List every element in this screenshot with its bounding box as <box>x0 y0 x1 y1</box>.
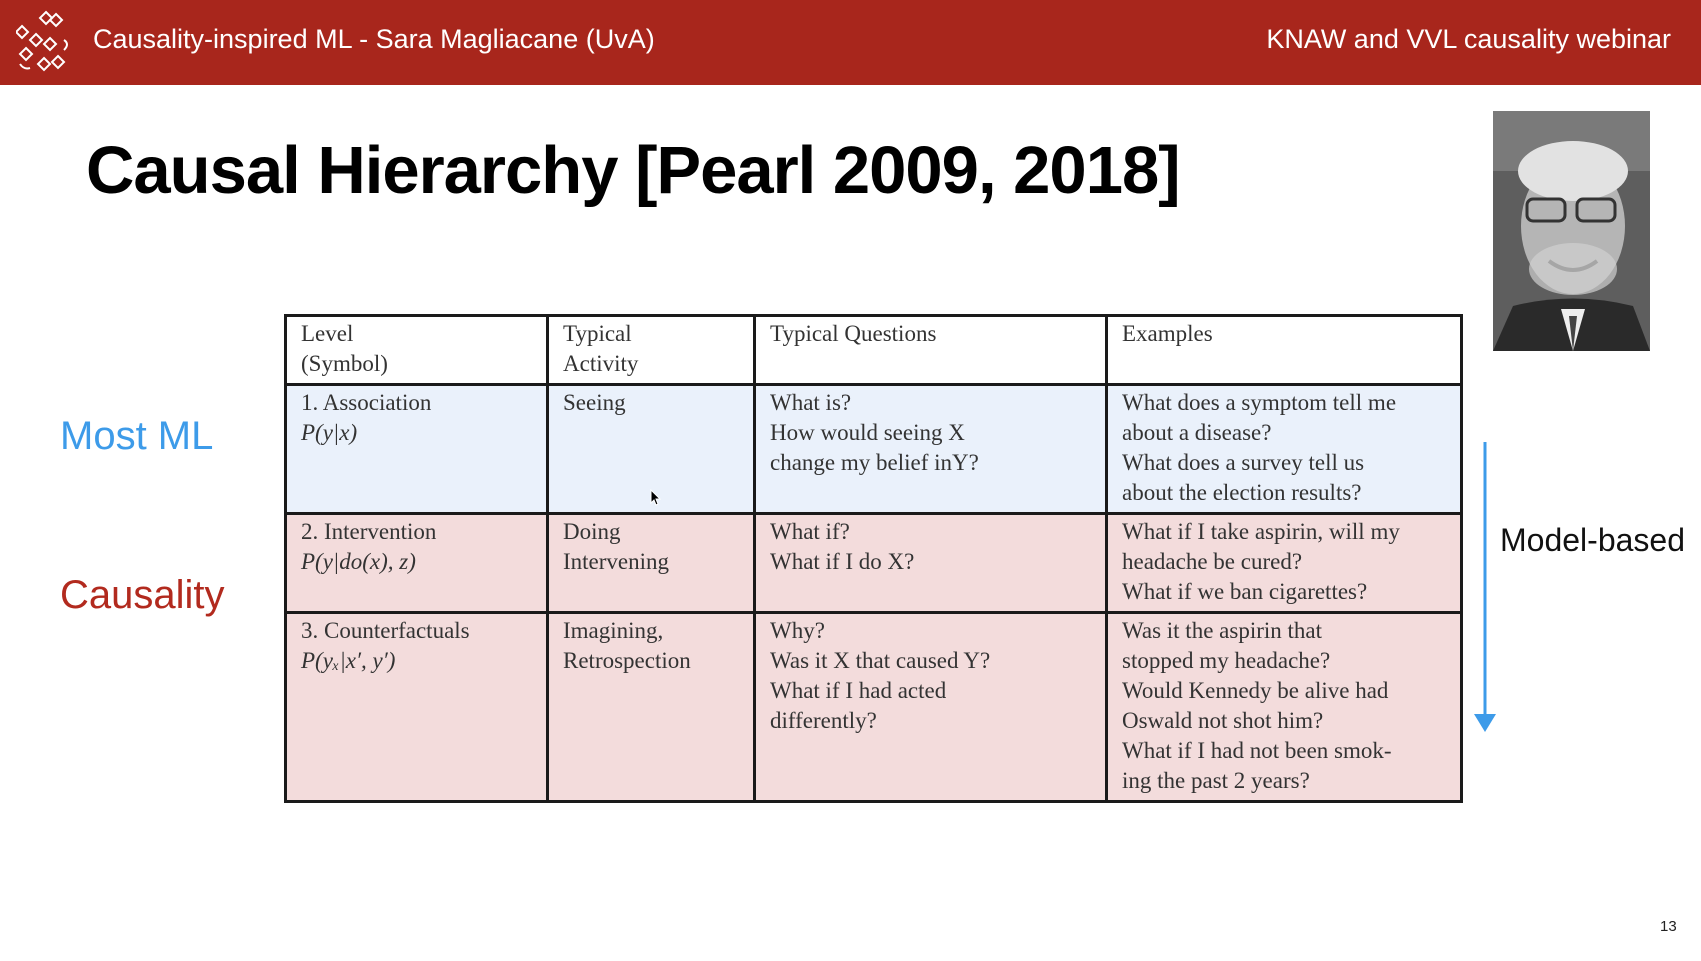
cell-questions: What is? How would seeing X change my belief inY? <box>755 385 1107 514</box>
header-activity: Typical Activity <box>548 316 755 385</box>
cell-examples: Was it the aspirin that stopped my headache? Would Kennedy be alive had Oswald not shot him? What if I had not been smok- ing the past 2 years? <box>1107 613 1462 802</box>
page-number: 13 <box>1660 918 1677 935</box>
slide-title: Causal Hierarchy [Pearl 2009, 2018] <box>86 133 1180 208</box>
table-row-counterfactuals <box>286 613 1462 802</box>
down-arrow-icon <box>1472 442 1498 734</box>
table-row-intervention <box>286 514 1462 613</box>
portrait-image-icon <box>1493 111 1650 351</box>
puzzle-pieces-logo-icon <box>16 8 72 76</box>
model-based-label: Model-based <box>1500 522 1685 558</box>
cell-level: 1. Association P(y|x) <box>286 385 548 514</box>
cell-activity: Doing Intervening <box>548 514 755 613</box>
event-title: KNAW and VVL causality webinar <box>1266 24 1671 54</box>
cell-level: 2. Intervention P(y|do(x), z) <box>286 514 548 613</box>
header-questions: Typical Questions <box>755 316 1107 385</box>
portrait-photo <box>1493 111 1650 351</box>
cell-activity: Imagining, Retrospection <box>548 613 755 802</box>
cell-level: 3. Counterfactuals P(yₓ|x′, y′) <box>286 613 548 802</box>
cell-questions: Why? Was it X that caused Y? What if I had acted differently? <box>755 613 1107 802</box>
table-header-row <box>286 316 1462 385</box>
causality-label: Causality <box>60 573 225 617</box>
table-row-association <box>286 385 1462 514</box>
most-ml-label: Most ML <box>60 414 214 458</box>
slide-header <box>0 0 1701 85</box>
cell-examples: What does a symptom tell me about a disease? What does a survey tell us about the election results? <box>1107 385 1462 514</box>
header-examples: Examples <box>1107 316 1462 385</box>
causal-hierarchy-table <box>284 314 1463 803</box>
mouse-pointer-icon <box>650 489 662 507</box>
header-level: Level (Symbol) <box>286 316 548 385</box>
cell-examples: What if I take aspirin, will my headache be cured? What if we ban cigarettes? <box>1107 514 1462 613</box>
cell-activity: Seeing <box>548 385 755 514</box>
cell-questions: What if? What if I do X? <box>755 514 1107 613</box>
presentation-title: Causality-inspired ML - Sara Magliacane (UvA) <box>93 24 655 54</box>
